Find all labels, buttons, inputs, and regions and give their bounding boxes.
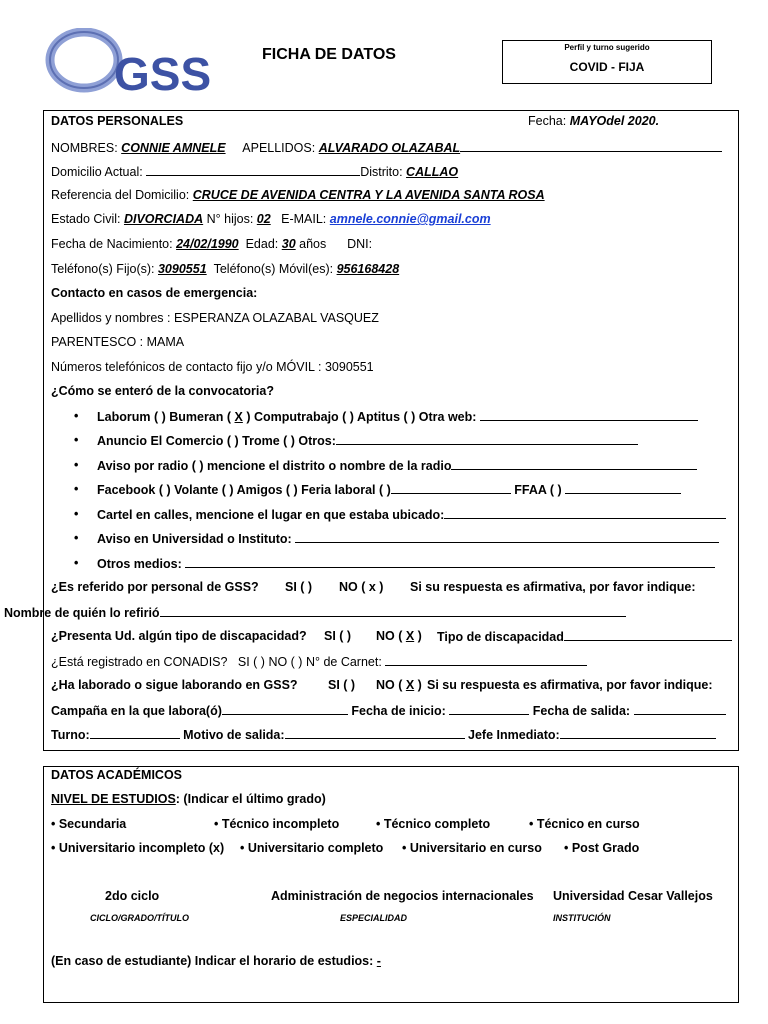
especialidad-label: ESPECIALIDAD xyxy=(340,913,408,923)
source-5[interactable]: Cartel en calles, mencione el lugar en que estaba ubicado: xyxy=(97,508,445,522)
source-row-7 xyxy=(97,556,715,571)
perfil-label: Perfil y turno sugerido xyxy=(564,43,650,52)
fecha-value[interactable]: MAYOdel 2020. xyxy=(569,114,660,128)
source-4b[interactable]: FFAA ( ) xyxy=(514,483,562,497)
opt-post-grado[interactable]: • Post Grado xyxy=(564,841,640,855)
salida-field[interactable] xyxy=(634,703,726,715)
perfil-box xyxy=(502,40,712,84)
bullet-6: • xyxy=(74,531,79,545)
nivel-row xyxy=(51,792,326,806)
source-6[interactable]: Aviso en Universidad o Instituto: xyxy=(97,532,292,546)
nacimiento-label: Fecha de Nacimiento: xyxy=(51,237,173,251)
dni-label: DNI: xyxy=(347,237,373,251)
inicio-label: Fecha de inicio: xyxy=(351,704,446,718)
domicilio-row xyxy=(51,164,458,179)
bumeran-mark[interactable]: X xyxy=(234,410,243,424)
email-label: E-MAIL: xyxy=(281,212,327,226)
discapacidad-tipo-row xyxy=(437,629,732,644)
nombres-row xyxy=(51,140,722,155)
parentesco[interactable]: PARENTESCO : MAMA xyxy=(51,335,185,349)
nombres-value[interactable]: CONNIE AMNELE xyxy=(121,141,226,155)
institucion-label: INSTITUCIÓN xyxy=(553,913,611,923)
conadis-options[interactable]: SI ( ) NO ( ) N° de Carnet: xyxy=(237,655,382,669)
source-1b[interactable]: ) Computrabajo ( ) Aptitus ( ) Otra web: xyxy=(242,410,477,424)
especialidad-value[interactable]: Administración de negocios internacionales xyxy=(271,889,534,903)
motivo-field[interactable] xyxy=(285,727,465,739)
campana-label: Campaña en la que labora(ó) xyxy=(51,704,222,718)
referido-question: ¿Es referido por personal de GSS? xyxy=(51,580,259,594)
hijos-value[interactable]: 02 xyxy=(256,212,271,226)
source-row-6 xyxy=(97,531,719,546)
tel-fijo-label: Teléfono(s) Fijo(s): xyxy=(51,262,155,276)
logo-text: GSS xyxy=(114,48,212,98)
horario-label: (En caso de estudiante) Indicar el horario de estudios: xyxy=(51,954,374,968)
opt-secundaria[interactable]: • Secundaria xyxy=(51,817,127,831)
apellidos-label: APELLIDOS: xyxy=(242,141,316,155)
turno-label: Turno: xyxy=(51,728,90,742)
distrito-label: Distrito: xyxy=(360,165,403,179)
bullet-5: • xyxy=(74,507,79,521)
domicilio-field[interactable] xyxy=(146,164,360,176)
gss-note: Si su respuesta es afirmativa, por favor indique: xyxy=(427,678,713,692)
discapacidad-no[interactable] xyxy=(376,629,422,643)
opt-universitario-incompleto[interactable]: • Universitario incompleto (x) xyxy=(51,841,225,855)
source-7[interactable]: Otros medios: xyxy=(97,557,182,571)
referencia-row xyxy=(51,188,545,202)
inicio-field[interactable] xyxy=(449,703,529,715)
apellidos-value[interactable]: ALVARADO OLAZABAL xyxy=(318,141,461,155)
bullet-2: • xyxy=(74,433,79,447)
referido-note: Si su respuesta es afirmativa, por favor indique: xyxy=(410,580,696,594)
nacimiento-row xyxy=(51,237,372,251)
opt-tecnico-curso[interactable]: • Técnico en curso xyxy=(529,817,640,831)
referido-si[interactable]: SI ( ) xyxy=(285,580,313,594)
bullet-1: • xyxy=(74,409,79,423)
disc-no-open: NO ( xyxy=(376,629,406,643)
source-row-3 xyxy=(97,458,697,473)
page-title: FICHA DE DATOS xyxy=(262,46,396,63)
refirio-row xyxy=(4,605,626,620)
opt-tecnico-incompleto[interactable]: • Técnico incompleto xyxy=(214,817,340,831)
perfil-value: COVID - FIJA xyxy=(569,60,645,74)
otros-field[interactable] xyxy=(336,433,638,445)
fecha-row xyxy=(528,114,659,128)
otra-web-field[interactable] xyxy=(480,409,698,421)
turno-field[interactable] xyxy=(90,727,180,739)
source-row-4 xyxy=(97,482,681,497)
tel-fijo-value[interactable]: 3090551 xyxy=(157,262,207,276)
convocatoria-question: ¿Cómo se enteró de la convocatoria? xyxy=(51,384,274,398)
estado-value[interactable]: DIVORCIADA xyxy=(123,212,204,226)
refirio-label: Nombre de quién lo refirió xyxy=(4,606,160,620)
edad-unit: años xyxy=(299,237,327,251)
gss-logo xyxy=(44,28,214,98)
contacto-nombres[interactable]: Apellidos y nombres : ESPERANZA OLAZABAL VASQUEZ xyxy=(51,311,379,325)
discapacidad-si[interactable]: SI ( ) xyxy=(324,629,352,643)
cartel-field[interactable] xyxy=(444,507,726,519)
telefono-row xyxy=(51,262,399,276)
source-2[interactable]: Anuncio El Comercio ( ) Trome ( ) Otros: xyxy=(97,434,336,448)
edad-value[interactable]: 30 xyxy=(281,237,296,251)
apellidos-line xyxy=(460,140,722,152)
gss-no-open: NO ( xyxy=(376,678,406,692)
opt-universitario-curso[interactable]: • Universitario en curso xyxy=(402,841,542,855)
gss-no-mark: X xyxy=(405,678,415,692)
horario-value[interactable]: - xyxy=(376,954,381,968)
disc-no-mark: X xyxy=(405,629,415,643)
email-link[interactable]: amnele.connie@gmail.com xyxy=(329,212,491,226)
conadis-row xyxy=(51,654,587,669)
gss-no[interactable] xyxy=(376,678,422,692)
section-title-personal: DATOS PERSONALES xyxy=(51,114,184,128)
source-row-5 xyxy=(97,507,726,522)
contacto-heading: Contacto en casos de emergencia: xyxy=(51,286,258,300)
motivo-label: Motivo de salida: xyxy=(183,728,285,742)
opt-tecnico-completo[interactable]: • Técnico completo xyxy=(376,817,491,831)
source-3[interactable]: Aviso por radio ( ) mencione el distrito o nombre de la radio xyxy=(97,459,452,473)
contacto-telefono[interactable]: Números telefónicos de contacto fijo y/o MÓVIL : 3090551 xyxy=(51,360,374,374)
salida-label: Fecha de salida: xyxy=(532,704,631,718)
horario-row xyxy=(51,954,381,968)
section-title-academic: DATOS ACADÉMICOS xyxy=(51,768,183,782)
ciclo-label: CICLO/GRADO/TÍTULO xyxy=(90,913,189,923)
gss-no-close: ) xyxy=(414,678,422,692)
bullet-3: • xyxy=(74,458,79,472)
nacimiento-value[interactable]: 24/02/1990 xyxy=(176,237,239,251)
estado-label: Estado Civil: xyxy=(51,212,121,226)
ciclo-value[interactable]: 2do ciclo xyxy=(105,889,160,903)
refirio-field[interactable] xyxy=(160,605,626,617)
disc-no-close: ) xyxy=(414,629,422,643)
feria-field[interactable] xyxy=(391,482,511,494)
bullet-7: • xyxy=(74,556,79,570)
disc-tipo-label: Tipo de discapacidad xyxy=(437,630,564,644)
source-row-2 xyxy=(97,433,638,448)
jefe-field[interactable] xyxy=(560,727,716,739)
domicilio-label: Domicilio Actual: xyxy=(51,165,143,179)
jefe-label: Jefe Inmediato: xyxy=(468,728,560,742)
estado-civil-row xyxy=(51,212,491,226)
turno-row xyxy=(51,727,716,742)
tel-movil-label: Teléfono(s) Móvil(es): xyxy=(213,262,334,276)
campana-row xyxy=(51,703,726,718)
source-1a[interactable]: Laborum ( ) Bumeran ( xyxy=(97,410,235,424)
nombres-label: NOMBRES: xyxy=(51,141,118,155)
disc-tipo-field[interactable] xyxy=(564,629,732,641)
referencia-value[interactable]: CRUCE DE AVENIDA CENTRA Y LA AVENIDA SANTA ROSA xyxy=(192,188,545,202)
gss-question: ¿Ha laborado o sigue laborando en GSS? xyxy=(51,678,298,692)
universidad-field[interactable] xyxy=(295,531,719,543)
campana-field[interactable] xyxy=(222,703,348,715)
institucion-value[interactable]: Universidad Cesar Vallejos xyxy=(553,889,713,903)
distrito-value[interactable]: CALLAO xyxy=(406,165,459,179)
hijos-label: N° hijos: xyxy=(206,212,254,226)
gss-si[interactable]: SI ( ) xyxy=(328,678,356,692)
source-row-1 xyxy=(97,409,698,424)
otros-medios-field[interactable] xyxy=(185,556,715,568)
ffaa-field[interactable] xyxy=(565,482,681,494)
nivel-label: NIVEL DE ESTUDIOS xyxy=(51,792,176,806)
discapacidad-question: ¿Presenta Ud. algún tipo de discapacidad? xyxy=(51,629,307,643)
tel-movil-value[interactable]: 956168428 xyxy=(336,262,400,276)
source-4a[interactable]: Facebook ( ) Volante ( ) Amigos ( ) Feria laboral ( ) xyxy=(97,483,391,497)
edad-label: Edad: xyxy=(245,237,279,251)
conadis-question: ¿Está registrado en CONADIS? xyxy=(51,655,228,669)
radio-field[interactable] xyxy=(451,458,697,470)
nivel-hint: : (Indicar el último grado) xyxy=(175,792,326,806)
referencia-label: Referencia del Domicilio: xyxy=(51,188,190,202)
referido-no[interactable]: NO ( x ) xyxy=(339,580,384,594)
fecha-label: Fecha: xyxy=(528,114,567,128)
carnet-field[interactable] xyxy=(385,654,587,666)
opt-universitario-completo[interactable]: • Universitario completo xyxy=(240,841,384,855)
bullet-4: • xyxy=(74,482,79,496)
